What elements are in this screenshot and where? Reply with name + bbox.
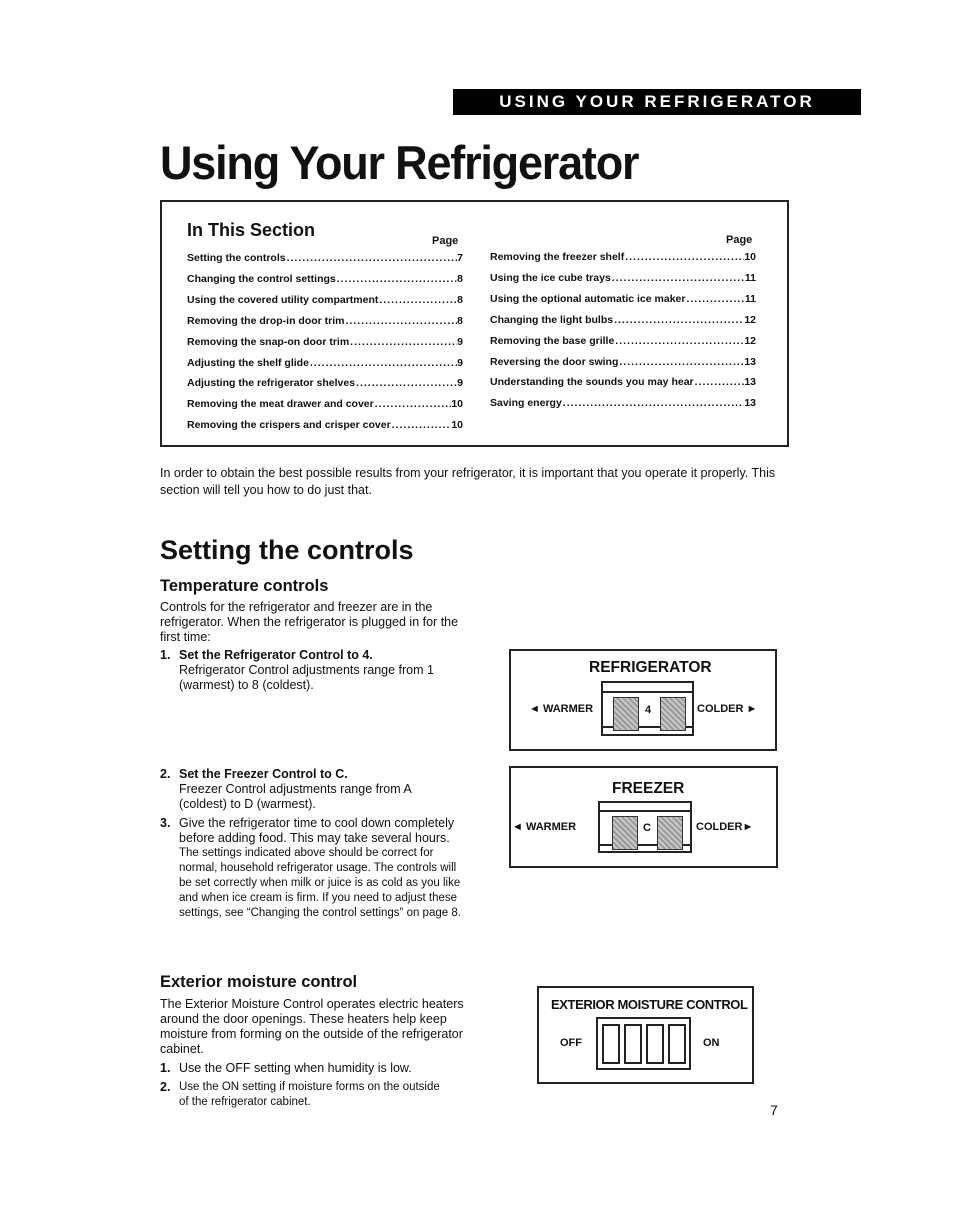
moisture-diagram-title: EXTERIOR MOISTURE CONTROL bbox=[551, 997, 748, 1012]
refrigerator-control-diagram bbox=[509, 649, 777, 751]
moisture-switch[interactable] bbox=[596, 1017, 691, 1070]
exterior-moisture-heading: Exterior moisture control bbox=[160, 973, 358, 991]
refrigerator-dial-value: 4 bbox=[645, 704, 652, 716]
toc-entry[interactable]: Removing the freezer shelf ..... 10 bbox=[490, 247, 756, 268]
moisture-step-2: 2. Use the ON setting if moisture forms on the outside of the refrigerator cabinet. bbox=[160, 1080, 460, 1110]
moisture-control-diagram bbox=[537, 986, 754, 1084]
freezer-dial-value: C bbox=[643, 822, 651, 834]
colder-label: COLDER ► bbox=[697, 703, 758, 715]
section-header-band: USING YOUR REFRIGERATOR bbox=[453, 89, 861, 115]
freezer-control-diagram bbox=[509, 766, 778, 868]
toc-entry[interactable]: Removing the base grille ..... 12 bbox=[490, 331, 756, 352]
moisture-step-2-text: Use the ON setting if moisture forms on the outside of the refrigerator cabinet. bbox=[179, 1081, 440, 1108]
toc-entry[interactable]: Changing the light bulbs ..... 12 bbox=[490, 310, 756, 331]
toc-entry[interactable]: Removing the meat drawer and cover ..... 10 bbox=[187, 394, 463, 415]
temperature-controls-heading: Temperature controls bbox=[160, 577, 329, 595]
switch-segment bbox=[602, 1024, 620, 1064]
toc-entry[interactable]: Using the ice cube trays ..... 11 bbox=[490, 268, 756, 289]
moisture-step-1: 1. Use the OFF setting when humidity is low. bbox=[160, 1061, 460, 1076]
page-title: Using Your Refrigerator bbox=[160, 136, 639, 190]
freezer-dial[interactable] bbox=[598, 801, 692, 853]
intro-paragraph: In order to obtain the best possible results from your refrigerator, it is important that you operate it properly. This section will tell you how to do just that. bbox=[160, 466, 776, 497]
moisture-step-1-text: Use the OFF setting when humidity is low. bbox=[179, 1061, 412, 1075]
toc-page-label-left: Page bbox=[432, 235, 459, 247]
toc-entry[interactable]: Saving energy ..... 13 bbox=[490, 393, 756, 414]
dial-left-knob bbox=[613, 697, 639, 731]
dial-right-knob bbox=[657, 816, 683, 850]
switch-segment bbox=[668, 1024, 686, 1064]
step-2: 2. Set the Freezer Control to C. Freezer Control adjustments range from A (coldest) to D (warmest). bbox=[160, 767, 460, 812]
step-1-detail: Refrigerator Control adjustments range from 1 (warmest) to 8 (coldest). bbox=[179, 663, 434, 692]
toc-entry[interactable]: Adjusting the shelf glide ..... 9 bbox=[187, 353, 463, 374]
toc-entry[interactable]: Setting the controls ..... 7 bbox=[187, 248, 463, 269]
step-3: 3. Give the refrigerator time to cool down completely before adding food. This may take several hours. The settings indicated above should be correct for normal, household refrigerator usage. The controls will be set correctly when milk or juice is as cold as you like and when ice cream is firm. If you need to adjust these settings, see “Changing the control settings” on page 8. bbox=[160, 816, 460, 921]
switch-segment bbox=[646, 1024, 664, 1064]
on-label: ON bbox=[703, 1037, 720, 1049]
step-2-instruction: Set the Freezer Control to C. bbox=[179, 767, 348, 781]
page-number: 7 bbox=[770, 1102, 778, 1118]
toc-left-column bbox=[187, 248, 463, 436]
moisture-intro: The Exterior Moisture Control operates electric heaters around the door openings. These heaters help keep moisture from forming on the outside of the refrigerator cabinet. bbox=[160, 997, 464, 1056]
toc-page-label-right: Page bbox=[726, 234, 753, 246]
step-1-instruction: Set the Refrigerator Control to 4. bbox=[179, 648, 373, 662]
refrigerator-dial[interactable] bbox=[601, 681, 694, 736]
toc-heading: In This Section bbox=[187, 220, 316, 240]
colder-label: COLDER► bbox=[696, 821, 754, 833]
toc-entry[interactable]: Understanding the sounds you may hear ..... 13 bbox=[490, 372, 756, 393]
step-3-note: The settings indicated above should be correct for normal, household refrigerator usage. The controls will be set correctly when milk or juice is as cold as you like and when ice cream is firm. If you need to adjust these settings, see “Changing the control settings” on page 8. bbox=[179, 847, 461, 919]
switch-segment bbox=[624, 1024, 642, 1064]
step-1: 1. Set the Refrigerator Control to 4. Refrigerator Control adjustments range from 1 (warmest) to 8 (coldest). bbox=[160, 648, 460, 693]
section-title: Setting the controls bbox=[160, 535, 414, 565]
freezer-diagram-title: FREEZER bbox=[612, 780, 685, 797]
toc-entry[interactable]: Removing the drop-in door trim ..... 8 bbox=[187, 311, 463, 332]
dial-right-knob bbox=[660, 697, 686, 731]
step-2-detail: Freezer Control adjustments range from A (coldest) to D (warmest). bbox=[179, 782, 412, 811]
warmer-label: ◄ WARMER bbox=[529, 703, 594, 715]
toc-entry[interactable]: Removing the snap-on door trim ..... 9 bbox=[187, 332, 463, 353]
warmer-label: ◄ WARMER bbox=[512, 821, 577, 833]
toc-entry[interactable]: Using the optional automatic ice maker ..... 11 bbox=[490, 289, 756, 310]
toc-entry[interactable]: Removing the crispers and crisper cover ..... 10 bbox=[187, 415, 463, 436]
step-3-detail: Give the refrigerator time to cool down completely before adding food. This may take several hours. bbox=[179, 816, 455, 845]
refrigerator-diagram-title: REFRIGERATOR bbox=[589, 659, 712, 676]
toc-right-column bbox=[490, 247, 756, 414]
temperature-intro: Controls for the refrigerator and freezer are in the refrigerator. When the refrigerator is plugged in for the first time: bbox=[160, 600, 459, 644]
dial-left-knob bbox=[612, 816, 638, 850]
toc-entry[interactable]: Using the covered utility compartment ..... 8 bbox=[187, 290, 463, 311]
toc-entry[interactable]: Changing the control settings ..... 8 bbox=[187, 269, 463, 290]
off-label: OFF bbox=[560, 1037, 582, 1049]
toc-entry[interactable]: Adjusting the refrigerator shelves ..... 9 bbox=[187, 373, 463, 394]
toc-entry[interactable]: Reversing the door swing ..... 13 bbox=[490, 352, 756, 373]
